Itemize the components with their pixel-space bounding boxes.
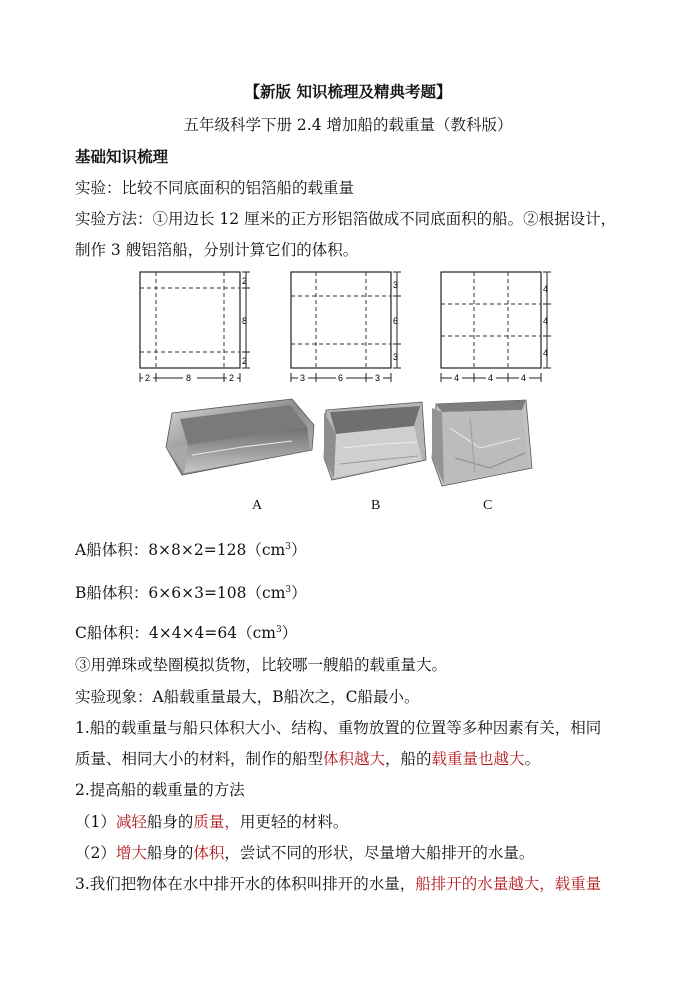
step-3: ③用弹珠或垫圈模拟货物，比较哪一艘船的载重量大。 bbox=[75, 656, 448, 674]
point-2-item-2: （2）增大船身的体积，尝试不同的形状，尽量增大船排开的水量。 bbox=[75, 844, 535, 862]
fold-diagram-b bbox=[289, 270, 419, 385]
volume-c: C船体积：$4\times 4\times 4=64(cm^3)$ bbox=[75, 624, 298, 643]
foil-boat-c-photo bbox=[430, 398, 535, 490]
point-2-heading: 2.提高船的载重量的方法 bbox=[75, 781, 245, 799]
point-3-line-1: 3.我们把物体在水中排开水的体积叫排开的水量，船排开的水量越大，载重量 bbox=[75, 875, 602, 893]
photo-label-c: C bbox=[483, 498, 493, 513]
side-label: 3 bbox=[393, 280, 399, 290]
document-title: 【新版 知识梳理及精典考题】 bbox=[244, 82, 452, 101]
volume-a: A船体积：$8\times 8\times 2=128(cm^3)$ bbox=[75, 541, 307, 560]
section-heading: 基础知识梳理 bbox=[75, 147, 169, 166]
bottom-label: 3 bbox=[375, 373, 381, 383]
point-2-item-1: （1）减轻船身的质量，用更轻的材料。 bbox=[75, 813, 349, 831]
method-line-1: 实验方法：①用边长 12 厘米的正方形铝箔做成不同底面积的船。②根据设计， bbox=[75, 210, 617, 228]
foil-boat-a-photo bbox=[162, 395, 317, 487]
bottom-label: 6 bbox=[338, 373, 344, 383]
photo-label-a: A bbox=[252, 498, 263, 513]
side-label: 2 bbox=[242, 356, 248, 366]
experiment-phenomenon: 实验现象：A船载重量最大，B船次之，C船最小。 bbox=[75, 688, 420, 706]
bottom-label: 8 bbox=[186, 373, 192, 383]
point-1-line-1: 1.船的载重量与船只体积大小、结构、重物放置的位置等多种因素有关，相同 bbox=[75, 719, 602, 737]
method-line-2: 制作 3 艘铝箔船，分别计算它们的体积。 bbox=[75, 241, 359, 259]
side-label: 3 bbox=[393, 352, 399, 362]
document-subtitle: 五年级科学下册 2.4 增加船的载重量（教科版） bbox=[183, 116, 513, 134]
fold-diagram-c bbox=[439, 270, 569, 385]
bottom-label: 4 bbox=[521, 373, 527, 383]
bottom-label: 4 bbox=[454, 373, 460, 383]
side-label: 6 bbox=[393, 316, 399, 326]
fold-diagram-a bbox=[138, 270, 268, 385]
side-label: 8 bbox=[242, 316, 248, 326]
volume-b: B船体积：$6\times 6\times 3=108(cm^3)$ bbox=[75, 584, 307, 603]
side-label: 4 bbox=[543, 284, 549, 294]
bottom-label: 2 bbox=[145, 373, 151, 383]
bottom-label: 2 bbox=[229, 373, 235, 383]
bottom-label: 3 bbox=[300, 373, 306, 383]
side-label: 2 bbox=[242, 276, 248, 286]
bottom-label: 4 bbox=[488, 373, 494, 383]
side-label: 4 bbox=[543, 348, 549, 358]
point-1-line-2: 质量、相同大小的材料，制作的船型体积越大，船的载重量也越大。 bbox=[75, 750, 541, 768]
side-label: 4 bbox=[543, 316, 549, 326]
foil-boat-b-photo bbox=[322, 398, 430, 488]
experiment-title: 实验：比较不同底面积的铝箔船的载重量 bbox=[75, 179, 355, 197]
photo-label-b: B bbox=[371, 498, 381, 513]
